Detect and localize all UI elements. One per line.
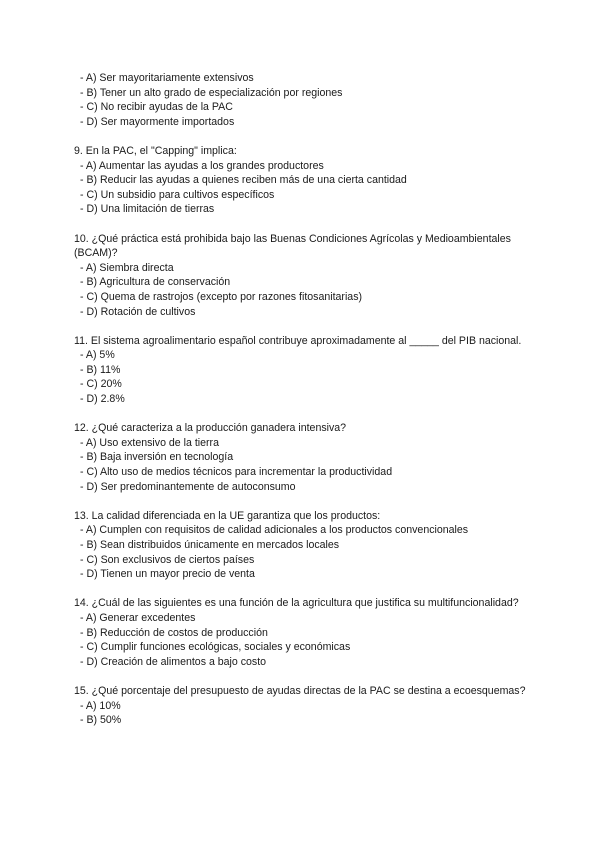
- question-text: 10. ¿Qué práctica está prohibida bajo las Buenas Condiciones Agrícolas y Medioambientales (BCAM)?: [74, 232, 511, 260]
- option-a: - A) Uso extensivo de la tierra: [80, 436, 219, 449]
- question-8-continued: [74, 71, 530, 129]
- option-b: - B) Baja inversión en tecnología: [80, 451, 234, 464]
- option-c: - C) Son exclusivos de ciertos países: [80, 553, 255, 566]
- option-c: - C) 20%: [80, 378, 122, 391]
- question-text: 15. ¿Qué porcentaje del presupuesto de ayudas directas de la PAC se destina a ecoesquemas?: [74, 684, 526, 697]
- option-b: - B) 50%: [80, 714, 122, 727]
- option-b: - B) Tener un alto grado de especialización por regiones: [80, 86, 343, 99]
- option-c: - C) Quema de rastrojos (excepto por razones fitosanitarias): [80, 290, 363, 303]
- question-10: [74, 232, 530, 320]
- question-text: 14. ¿Cuál de las siguientes es una función de la agricultura que justifica su multifuncionalidad?: [74, 597, 519, 610]
- question-text: 12. ¿Qué caracteriza a la producción ganadera intensiva?: [74, 422, 347, 435]
- option-d: - D) Rotación de cultivos: [80, 305, 196, 318]
- option-a: - A) 5%: [80, 349, 115, 362]
- option-d: - D) Tienen un mayor precio de venta: [80, 568, 255, 581]
- question-text: 13. La calidad diferenciada en la UE garantiza que los productos:: [74, 509, 381, 522]
- option-b: - B) Reducción de costos de producción: [80, 626, 268, 639]
- option-a: - A) Siembra directa: [80, 261, 174, 274]
- option-a: - A) Ser mayoritariamente extensivos: [80, 72, 254, 84]
- document-page: [74, 71, 530, 742]
- option-d: - D) Ser mayormente importados: [80, 115, 235, 128]
- option-c: - C) Un subsidio para cultivos específicos: [80, 188, 275, 201]
- question-text: 11. El sistema agroalimentario español contribuye aproximadamente al _____ del PIB nacional.: [74, 334, 522, 347]
- question-11: [74, 334, 530, 407]
- question-text: 9. En la PAC, el "Capping" implica:: [74, 144, 237, 157]
- option-c: - C) Alto uso de medios técnicos para incrementar la productividad: [80, 466, 393, 479]
- option-b: - B) 11%: [80, 363, 121, 376]
- option-d: - D) 2.8%: [80, 393, 125, 406]
- question-9: [74, 144, 530, 217]
- option-a: - A) Cumplen con requisitos de calidad adicionales a los productos convencionales: [80, 524, 469, 537]
- option-a: - A) Generar excedentes: [80, 611, 196, 624]
- option-a: - A) 10%: [80, 699, 121, 712]
- question-12: [74, 421, 530, 494]
- question-14: [74, 596, 530, 669]
- option-c: - C) Cumplir funciones ecológicas, sociales y económicas: [80, 641, 351, 654]
- option-b: - B) Reducir las ayudas a quienes reciben más de una cierta cantidad: [80, 174, 407, 187]
- option-c: - C) No recibir ayudas de la PAC: [80, 101, 233, 114]
- option-b: - B) Agricultura de conservación: [80, 276, 231, 289]
- question-13: [74, 509, 530, 582]
- option-b: - B) Sean distribuidos únicamente en mercados locales: [80, 539, 340, 551]
- option-d: - D) Creación de alimentos a bajo costo: [80, 655, 267, 668]
- option-d: - D) Ser predominantemente de autoconsumo: [80, 480, 296, 493]
- option-a: - A) Aumentar las ayudas a los grandes productores: [80, 159, 324, 172]
- option-d: - D) Una limitación de tierras: [80, 203, 215, 216]
- question-15: [74, 684, 530, 728]
